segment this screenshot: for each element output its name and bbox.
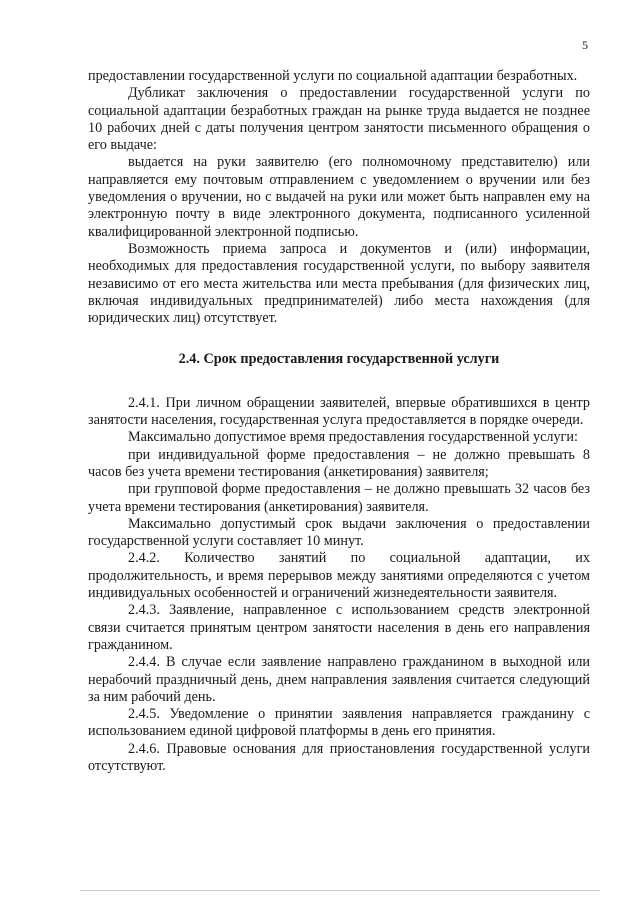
paragraph: Максимально допустимый срок выдачи заключения о предоставлении государственной услуги составляет 10 минут. [88,515,590,550]
paragraph: 2.4.3. Заявление, направленное с использованием средств электронной связи считается принятым центром занятости населения в день его направления гражданином. [88,602,590,653]
paragraph: Максимально допустимое время предоставления государственной услуги: [128,429,578,446]
paragraph: предоставлении государственной услуги по социальной адаптации безработных. [88,68,578,84]
scan-edge-line [80,890,600,891]
section-heading: 2.4. Срок предоставления государственной услуги [178,351,500,368]
paragraph: при групповой форме предоставления – не должно превышать 32 часов без учета времени тестирования (анкетирования) заявителя. [88,481,590,515]
paragraph: 2.4.6. Правовые основания для приостановления государственной услуги отсутствуют. [88,740,590,774]
paragraph: 2.4.4. В случае если заявление направлено гражданином в выходной или нерабочий праздничный день, днем направления заявления считается следующий за ним рабочий день. [88,654,590,705]
paragraph: 2.4.2. Количество занятий по социальной адаптации, их продолжительность, и время перерывов между занятиями определяются с учетом индивидуальных особенностей и ограничений жизнедеятельности заявителя. [88,550,590,602]
page-number: 5 [582,38,588,52]
paragraph: при индивидуальной форме предоставления – не должно превышать 8 часов без учета времени тестирования (анкетирования) заявителя; [88,446,590,480]
paragraph: Возможность приема запроса и документов и (или) информации, необходимых для предоставления государственной услуги, по выбору заявителя независимо от его места жительства или места пребывания (для физических лиц, включая индивидуальных предпринимателей) либо места нахождения (для юридических лиц) отсутствует. [88,240,590,327]
document-body [88,68,590,775]
paragraph: 2.4.1. При личном обращении заявителей, впервые обратившихся в центр занятости населения, государственная услуга предоставляется в порядке очереди. [88,394,590,429]
paragraph: 2.4.5. Уведомление о принятии заявления направляется гражданину с использованием единой цифровой платформы в день его принятия. [88,706,590,740]
paragraph: выдается на руки заявителю (его полномочному представителю) или направляется ему почтовым отправлением с уведомлением о вручении или без уведомления о вручении, но с выдачей на руки или может быть направлен ему на электронную почту в виде электронного документа, подписанного усиленной квалифицированной электронной подписью. [88,154,590,240]
paragraph: Дубликат заключения о предоставлении государственной услуги по социальной адаптации безработных граждан на рынке труда выдается не позднее 10 рабочих дней с даты получения центром занятости письменного обращения о его выдаче: [88,85,590,154]
